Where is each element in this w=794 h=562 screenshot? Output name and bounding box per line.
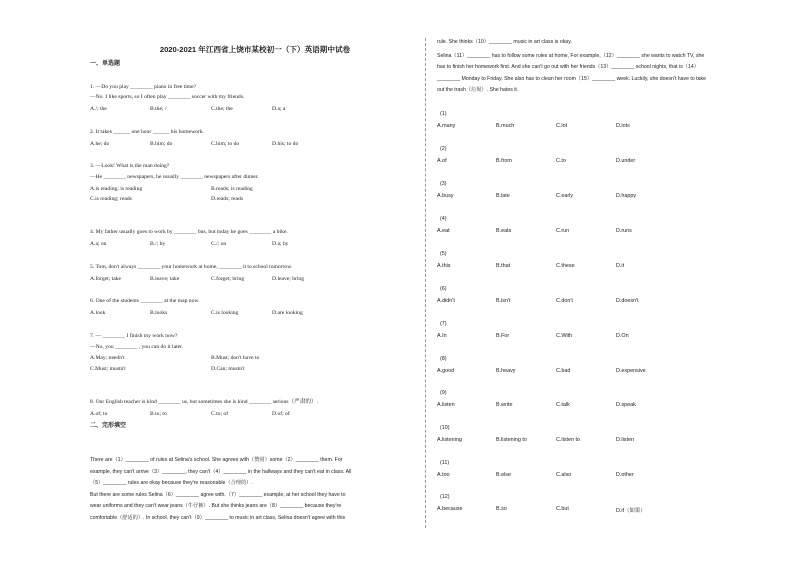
cloze-question-number: (11) xyxy=(440,460,450,466)
cloze-11-option-c[interactable]: C.also xyxy=(556,472,572,478)
cloze-7-option-d[interactable]: D.On xyxy=(616,333,629,339)
question-5-line-1: 5. Tom, don't always ________ your homework at home, ________ it to school tomorrow. xyxy=(90,264,293,270)
cloze-line: ________ Monday to Friday. She also has to clean her room（15）________ week. Luckily, she doesn't have to take xyxy=(437,75,706,82)
question-2-option-a[interactable]: A.he; do xyxy=(90,141,110,147)
cloze-1-option-d[interactable]: D.lots xyxy=(616,123,630,129)
cloze-3-option-a[interactable]: A.busy xyxy=(437,193,454,199)
cloze-question-number: (9) xyxy=(440,390,447,396)
cloze-question-number: (1) xyxy=(440,111,447,117)
question-4-line-1: 4. My father usually goes to work by ________ bus, but today he goes ________ a bike. xyxy=(90,229,288,235)
question-7-option-d[interactable]: D.Can; mustn't xyxy=(211,366,245,372)
cloze-9-option-c[interactable]: C.talk xyxy=(556,402,570,408)
question-4-option-b[interactable]: B./; by xyxy=(150,241,166,247)
question-1-line-1: 1. —Do you play ________ piano in free time? xyxy=(90,84,197,90)
cloze-5-option-b[interactable]: B.that xyxy=(496,263,511,269)
question-3-option-c[interactable]: C.is reading; reads xyxy=(90,196,132,202)
cloze-4-option-c[interactable]: C.run xyxy=(556,228,570,234)
question-4-option-a[interactable]: A.a; on xyxy=(90,241,107,247)
question-8-line-1: 8. Our English teacher is kind ________ us, but sometimes she is kind ________ serious（严肃的）. xyxy=(90,399,318,405)
cloze-question-number: (4) xyxy=(440,216,447,222)
cloze-6-option-b[interactable]: B.isn't xyxy=(496,298,511,304)
question-3-option-d[interactable]: D.reads; reads xyxy=(211,196,243,202)
question-1-option-d[interactable]: D.a; a xyxy=(272,106,286,112)
question-2-option-d[interactable]: D.his; to do xyxy=(272,141,299,147)
cloze-1-option-b[interactable]: B.much xyxy=(496,123,515,129)
question-5-option-c[interactable]: C.forget; bring xyxy=(211,276,245,282)
question-6-option-c[interactable]: C.is looking xyxy=(211,310,239,316)
cloze-7-option-b[interactable]: B.For xyxy=(496,333,510,339)
cloze-11-option-b[interactable]: B.else xyxy=(496,472,511,478)
cloze-5-option-c[interactable]: C.these xyxy=(556,263,575,269)
question-7-option-a[interactable]: A.May; needn't xyxy=(90,355,125,361)
question-4-option-d[interactable]: D.a; by xyxy=(272,241,289,247)
question-8-option-b[interactable]: B.to; to xyxy=(150,411,167,417)
question-7-line-1: 7. — ________ I finish my work now? xyxy=(90,333,178,339)
question-3-line-2: —He ________ newspapers, he usually ________ newspapers after dinner. xyxy=(90,174,259,180)
question-1-option-c[interactable]: C.the; the xyxy=(211,106,233,112)
cloze-line: But there are some rules Selina（6）________ agree with.（7）________ example, at her school they have to xyxy=(90,491,346,498)
cloze-4-option-a[interactable]: A.eat xyxy=(437,228,450,234)
cloze-12-option-b[interactable]: B.so xyxy=(496,506,507,512)
cloze-line: rule. She thinks（10）________ music in art class is okay. xyxy=(437,39,572,45)
cloze-10-option-b[interactable]: B.listening to xyxy=(496,437,527,443)
cloze-11-option-a[interactable]: A.too xyxy=(437,472,450,478)
cloze-5-option-a[interactable]: A.this xyxy=(437,263,451,269)
cloze-12-option-a[interactable]: A.because xyxy=(437,506,463,512)
cloze-line: Selina（11）________ has to follow some rules at home, For example,（12）________ she wants to watch TV, she xyxy=(437,52,705,59)
question-7-option-b[interactable]: B.Must; don't have to xyxy=(211,355,260,361)
cloze-question-number: (12) xyxy=(440,494,450,500)
cloze-10-option-a[interactable]: A.listening xyxy=(437,437,462,443)
question-1-line-2: —No. I like sports, so I often play ________ soccer with my friends. xyxy=(90,94,245,100)
cloze-8-option-d[interactable]: D.expensive xyxy=(616,368,646,374)
cloze-9-option-d[interactable]: D.speak xyxy=(616,402,636,408)
cloze-question-number: (5) xyxy=(440,251,447,257)
cloze-8-option-b[interactable]: B.heavy xyxy=(496,368,516,374)
question-5-option-b[interactable]: B.leave; take xyxy=(150,276,180,282)
cloze-6-option-d[interactable]: D.doesn't xyxy=(616,298,639,304)
cloze-question-number: (10) xyxy=(440,425,450,431)
question-6-option-d[interactable]: D.are looking xyxy=(272,310,303,316)
column-divider xyxy=(425,38,426,528)
cloze-9-option-b[interactable]: B.write xyxy=(496,402,513,408)
question-2-line-1: 2. It takes ______ one hour ______ his homework. xyxy=(90,129,205,135)
question-5-option-a[interactable]: A.forget; take xyxy=(90,276,121,282)
cloze-4-option-b[interactable]: B.eats xyxy=(496,228,512,234)
cloze-line: example, they can't arrive（3）________, they can't（4）________ in the hallways and they can't eat in class. All xyxy=(90,468,352,475)
cloze-passage-left xyxy=(90,455,420,524)
question-2-option-b[interactable]: B.him; do xyxy=(150,141,173,147)
cloze-line: comfortable（舒适的）. In school. they can't（9）________ to music in art class, Selina doesn't agree with this xyxy=(90,514,346,521)
cloze-question-number: (7) xyxy=(440,321,447,327)
cloze-question-number: (3) xyxy=(440,181,447,187)
cloze-10-option-c[interactable]: C.listen to xyxy=(556,437,580,443)
question-1-option-a[interactable]: A./; the xyxy=(90,106,107,112)
question-3-option-b[interactable]: B.reads; is reading xyxy=(211,186,253,192)
cloze-2-option-c[interactable]: C.to xyxy=(556,158,566,164)
cloze-1-option-a[interactable]: A.many xyxy=(437,123,456,129)
cloze-line: wear uniforms and they can't wear jeans（牛仔裤）. But she thinks jeans are（8）________ because they're xyxy=(90,503,342,509)
cloze-passage-right xyxy=(437,37,777,97)
cloze-2-option-b[interactable]: B.from xyxy=(496,158,512,164)
exam-title: 2020-2021 年江西省上饶市某校初一（下）英语期中试卷 xyxy=(159,45,351,54)
question-7-line-2: —No, you ________ , you can do it later. xyxy=(90,344,184,350)
question-6-line-1: 6. One of the students ________ at the map now. xyxy=(90,298,200,304)
cloze-1-option-c[interactable]: C.lot xyxy=(556,123,568,129)
question-8-option-a[interactable]: A.of; to xyxy=(90,411,108,417)
question-4-option-c[interactable]: C./; on xyxy=(211,241,227,247)
cloze-10-option-d[interactable]: D.listen xyxy=(616,437,634,443)
question-8-option-c[interactable]: C.to; of xyxy=(211,411,229,417)
cloze-7-option-a[interactable]: A.In xyxy=(437,333,447,339)
cloze-line: There are（1）________ of rules at Selina's school. She agrees with（赞同）some（2）________ them. For xyxy=(90,457,343,463)
question-5-option-d[interactable]: D.leave; bring xyxy=(272,276,304,282)
question-3-line-1: 3. —Look! What is the man doing? xyxy=(90,163,170,169)
cloze-7-option-c[interactable]: C.With xyxy=(556,333,573,339)
cloze-question-number: (6) xyxy=(440,286,447,292)
question-7-option-c[interactable]: C.Must; mustn't xyxy=(90,366,126,372)
cloze-8-option-a[interactable]: A.good xyxy=(437,368,455,374)
cloze-3-option-b[interactable]: B.late xyxy=(496,193,510,199)
cloze-question-number: (8) xyxy=(440,356,447,362)
cloze-6-option-a[interactable]: A.didn't xyxy=(437,298,455,304)
cloze-11-option-d[interactable]: D.other xyxy=(616,472,634,478)
cloze-6-option-c[interactable]: C.don't xyxy=(556,298,573,304)
cloze-8-option-c[interactable]: C.bad xyxy=(556,368,571,374)
section-heading-single-choice: 一、单选题 xyxy=(90,61,121,67)
cloze-3-option-c[interactable]: C.early xyxy=(556,193,574,199)
cloze-line: out the trash（垃圾）. She hates it. xyxy=(437,87,519,93)
cloze-line: （5）________ rules are okay because they're reasonable（合理的）. xyxy=(90,480,253,486)
cloze-question-number: (2) xyxy=(440,146,447,152)
question-6-option-b[interactable]: B.looks xyxy=(150,310,168,316)
cloze-2-option-a[interactable]: A.of xyxy=(437,158,447,164)
cloze-line: has to finish her homework first. And she can't go out with her friends（13）________ school nights, that is（14） xyxy=(437,64,699,70)
question-3-option-a[interactable]: A.is reading; is reading xyxy=(90,186,143,192)
question-6-option-a[interactable]: A.look xyxy=(90,310,106,316)
section-heading-cloze: 二、完形填空 xyxy=(90,423,127,429)
question-2-option-c[interactable]: C.him; to do xyxy=(211,141,240,147)
cloze-4-option-d[interactable]: D.runs xyxy=(616,228,632,234)
cloze-5-option-d[interactable]: D.it xyxy=(616,263,625,269)
cloze-12-option-d[interactable]: D.if（如果） xyxy=(616,508,646,514)
cloze-2-option-d[interactable]: D.under xyxy=(616,158,636,164)
question-8-option-d[interactable]: D.of; of xyxy=(272,411,290,417)
cloze-9-option-a[interactable]: A.listen xyxy=(437,402,455,408)
cloze-12-option-c[interactable]: C.but xyxy=(556,506,569,512)
cloze-3-option-d[interactable]: D.happy xyxy=(616,193,637,199)
question-1-option-b[interactable]: B.the; / xyxy=(150,106,167,112)
